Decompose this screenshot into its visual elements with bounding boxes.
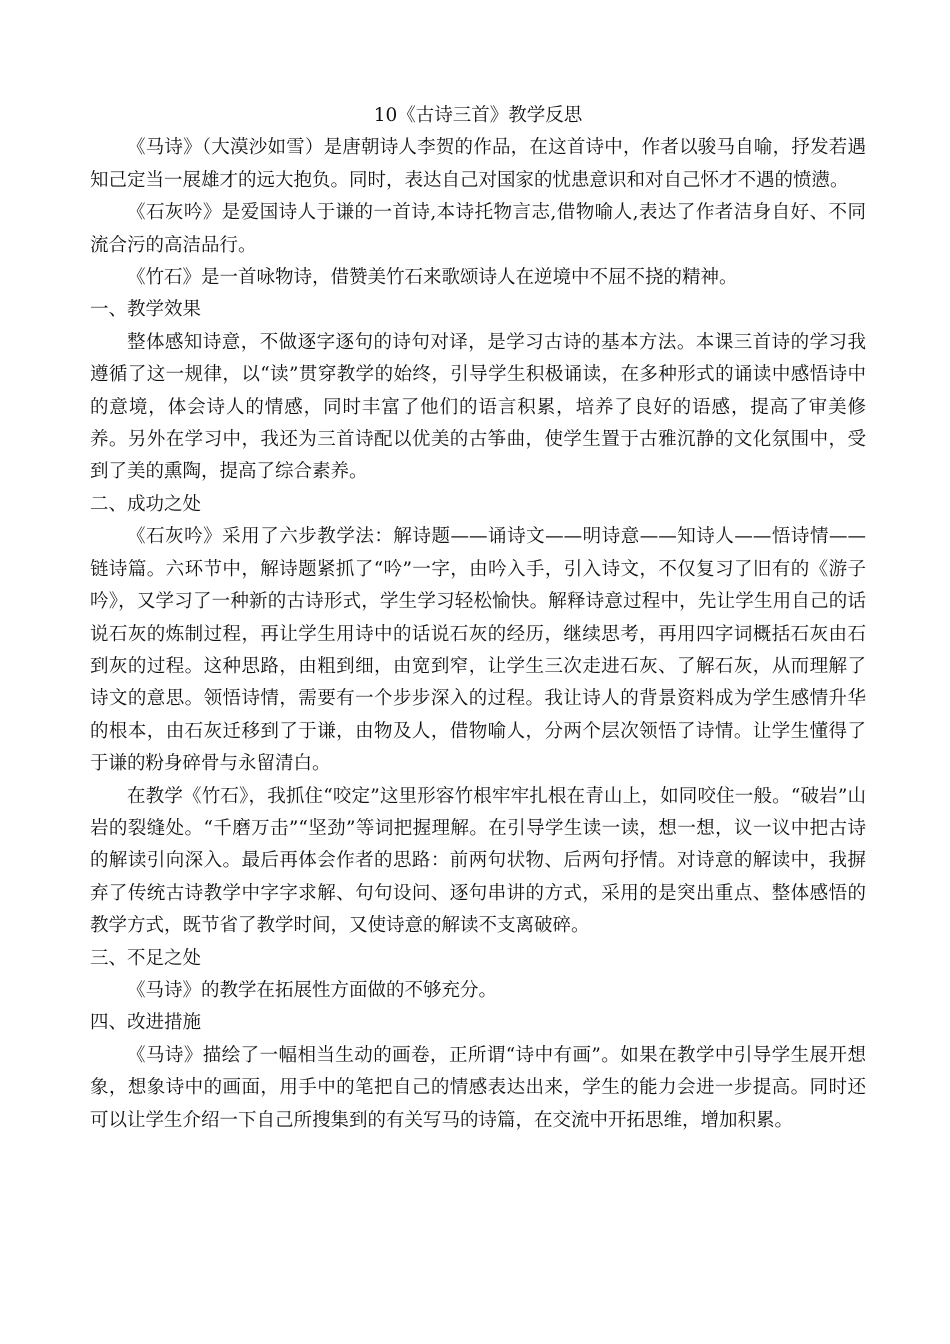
section-heading-improvements: 四、改进措施 [90, 1012, 202, 1034]
section-heading-teaching-effect: 一、教学效果 [90, 299, 202, 321]
document-title: 10《古诗三首》教学反思 [373, 105, 583, 126]
document-body [90, 100, 866, 1137]
successes-paragraph-shi-hui-yin: 《石灰吟》采用了六步教学法：解诗题——诵诗文——明诗意——知诗人——悟诗情——链诗篇。六环节中，解诗题紧抓了“吟”一字，由吟入手，引入诗文，不仅复习了旧有的《游子吟》，又学习了一种新的古诗形式，学生学习轻松愉快。解释诗意过程中，先让学生用自己的话说石灰的炼制过程，再让学生用诗中的话说石灰的经历，继续思考，再用四字词概括石灰由石到灰的过程。这种思路，由粗到细，由宽到窄，让学生三次走进石灰、了解石灰，从而理解了诗文的意思。领悟诗情，需要有一个步步深入的过程。我让诗人的背景资料成为学生感情升华的根本，由石灰迁移到了于谦，由物及人，借物喻人，分两个层次领悟了诗情。让学生懂得了于谦的粉身碎骨与永留清白。 [90, 526, 866, 775]
intro-paragraph-zhu-shi: 《竹石》是一首咏物诗，借赞美竹石来歌颂诗人在逆境中不屈不挠的精神。 [127, 267, 738, 289]
section-heading-shortcomings: 三、不足之处 [90, 947, 202, 969]
improvements-paragraph: 《马诗》描绘了一幅相当生动的画卷，正所谓“诗中有画”。如果在教学中引导学生展开想象，想象诗中的画面，用手中的笔把自己的情感表达出来，学生的能力会进一步提高。同时还可以让学生介绍一下自己所搜集到的有关写马的诗篇，在交流中开拓思维，增加积累。 [90, 1044, 866, 1131]
teaching-effect-paragraph: 整体感知诗意，不做逐字逐句的诗句对译，是学习古诗的基本方法。本课三首诗的学习我遵循了这一规律，以“读”贯穿教学的始终，引导学生积极诵读，在多种形式的诵读中感悟诗中的意境，体会诗人的情感，同时丰富了他们的语言积累，培养了良好的语感，提高了审美修养。另外在学习中，我还为三首诗配以优美的古筝曲，使学生置于古雅沉静的文化氛围中，受到了美的熏陶，提高了综合素养。 [90, 331, 866, 483]
intro-paragraph-shi-hui-yin: 《石灰吟》是爱国诗人于谦的一首诗,本诗托物言志,借物喻人,表达了作者洁身自好、不同流合污的高洁品行。 [90, 202, 866, 256]
shortcomings-paragraph: 《马诗》的教学在拓展性方面做的不够充分。 [127, 979, 498, 1001]
section-heading-successes: 二、成功之处 [90, 493, 202, 515]
successes-paragraph-zhu-shi: 在教学《竹石》，我抓住“咬定”这里形容竹根牢牢扎根在青山上，如同咬住一般。“破岩”山岩的裂缝处。“千磨万击”“坚劲”等词把握理解。在引导学生读一读，想一想，议一议中把古诗的解读引向深入。最后再体会作者的思路：前两句状物、后两句抒情。对诗意的解读中，我摒弃了传统古诗教学中字字求解、句句设问、逐句串讲的方式，采用的是突出重点、整体感悟的教学方式，既节省了教学时间，又使诗意的解读不支离破碎。 [90, 785, 866, 937]
intro-paragraph-ma-shi: 《马诗》（大漠沙如雪）是唐朝诗人李贺的作品，在这首诗中，作者以骏马自喻，抒发若遇知己定当一展雄才的远大抱负。同时，表达自己对国家的忧患意识和对自己怀才不遇的愤懑。 [90, 137, 866, 191]
